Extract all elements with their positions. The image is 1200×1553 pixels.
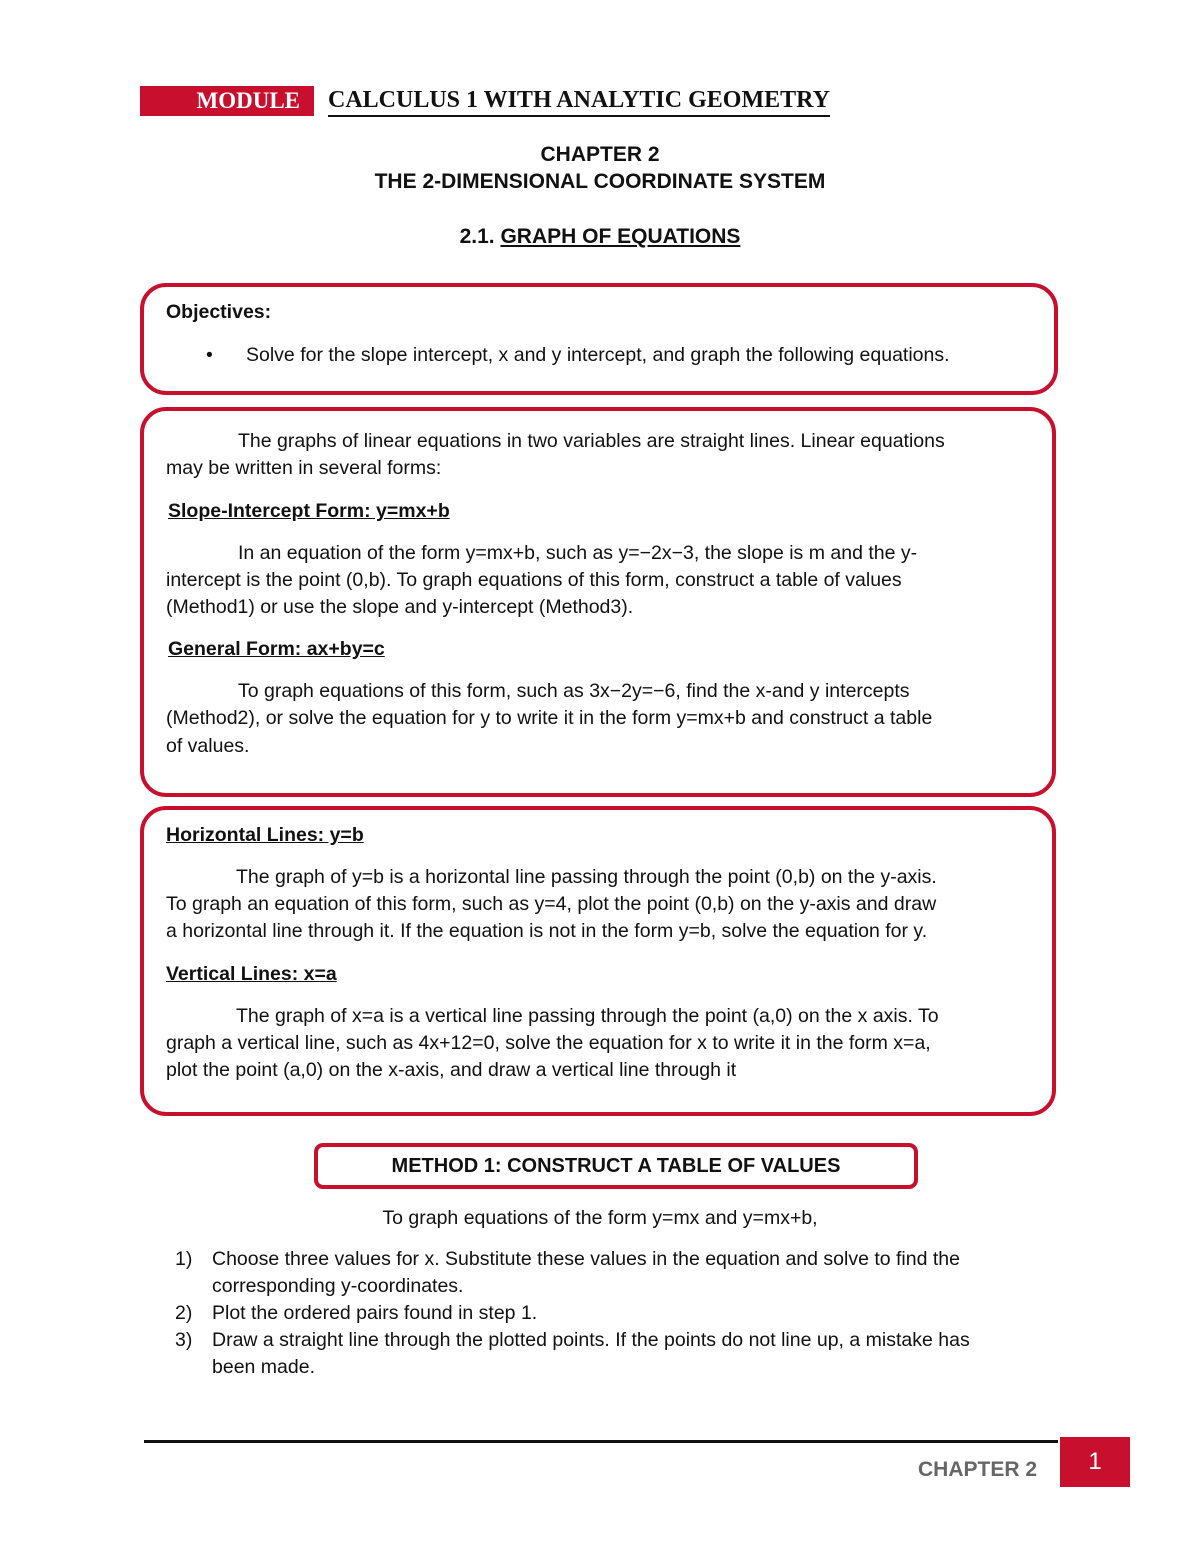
horizontal-line-2: To graph an equation of this form, such as y=4, plot the point (0,b) on the y-axis and draw bbox=[166, 893, 937, 915]
step-2-line-1: Plot the ordered pairs found in step 1. bbox=[212, 1302, 538, 1324]
vertical-line-3: plot the point (a,0) on the x-axis, and draw a vertical line through it bbox=[166, 1059, 737, 1081]
section-name: GRAPH OF EQUATIONS bbox=[500, 225, 741, 248]
vertical-line-1: The graph of x=a is a vertical line passing through the point (a,0) on the x axis. To bbox=[236, 1005, 939, 1027]
slope-intercept-line-3: (Method1) or use the slope and y-intercept (Method3). bbox=[166, 596, 634, 618]
step-3-line-1: Draw a straight line through the plotted points. If the points do not line up, a mistake has bbox=[212, 1329, 970, 1351]
step-2-number: 2) bbox=[175, 1302, 193, 1324]
section-title bbox=[0, 225, 1200, 249]
module-badge-label: MODULE bbox=[196, 88, 300, 113]
objectives-heading: Objectives: bbox=[166, 301, 272, 323]
section-number: 2.1. bbox=[459, 225, 495, 248]
step-1-line-1: Choose three values for x. Substitute these values in the equation and solve to find the bbox=[212, 1248, 960, 1270]
method-1-title-box bbox=[314, 1143, 918, 1189]
general-form-line-3: of values. bbox=[166, 735, 250, 757]
course-title: CALCULUS 1 WITH ANALYTIC GEOMETRY bbox=[328, 86, 830, 117]
general-form-line-2: (Method2), or solve the equation for y to write it in the form y=mx+b and construct a table bbox=[166, 707, 933, 729]
slope-intercept-line-2: intercept is the point (0,b). To graph equations of this form, construct a table of values bbox=[166, 569, 902, 591]
slope-intercept-line-1: In an equation of the form y=mx+b, such as y=−2x−3, the slope is m and the y- bbox=[238, 542, 918, 564]
step-3-number: 3) bbox=[175, 1329, 193, 1351]
intro-line-2: may be written in several forms: bbox=[166, 457, 442, 479]
method-1-intro: To graph equations of the form y=mx and y=mx+b, bbox=[382, 1207, 818, 1229]
chapter-number: CHAPTER 2 bbox=[540, 143, 660, 166]
slope-intercept-heading: Slope-Intercept Form: y=mx+b bbox=[168, 500, 450, 522]
footer-chapter: CHAPTER 2 bbox=[918, 1458, 1038, 1481]
method-1-title: METHOD 1: CONSTRUCT A TABLE OF VALUES bbox=[391, 1155, 841, 1177]
step-1-number: 1) bbox=[175, 1248, 193, 1270]
horizontal-line-3: a horizontal line through it. If the equation is not in the form y=b, solve the equation for y. bbox=[166, 920, 928, 942]
chapter-title: THE 2-DIMENSIONAL COORDINATE SYSTEM bbox=[374, 170, 826, 193]
vertical-lines-heading: Vertical Lines: x=a bbox=[166, 963, 337, 985]
footer-rule bbox=[144, 1440, 1058, 1443]
general-form-heading: General Form: ax+by=c bbox=[168, 638, 385, 660]
intro-line-1: The graphs of linear equations in two variables are straight lines. Linear equations bbox=[238, 430, 945, 452]
objectives-box bbox=[140, 283, 1058, 395]
objectives-item: Solve for the slope intercept, x and y intercept, and graph the following equations. bbox=[246, 344, 950, 366]
horizontal-lines-heading: Horizontal Lines: y=b bbox=[166, 824, 364, 846]
vertical-line-2: graph a vertical line, such as 4x+12=0, solve the equation for x to write it in the form x=a, bbox=[166, 1032, 931, 1054]
general-form-line-1: To graph equations of this form, such as 3x−2y=−6, find the x-and y intercepts bbox=[238, 680, 910, 702]
page-number: 1 bbox=[1060, 1437, 1130, 1487]
objectives-bullet: • bbox=[206, 344, 213, 366]
module-badge bbox=[140, 86, 314, 116]
horizontal-line-1: The graph of y=b is a horizontal line passing through the point (0,b) on the y-axis. bbox=[236, 866, 937, 888]
step-1-line-2: corresponding y-coordinates. bbox=[212, 1275, 464, 1297]
step-3-line-2: been made. bbox=[212, 1356, 315, 1378]
